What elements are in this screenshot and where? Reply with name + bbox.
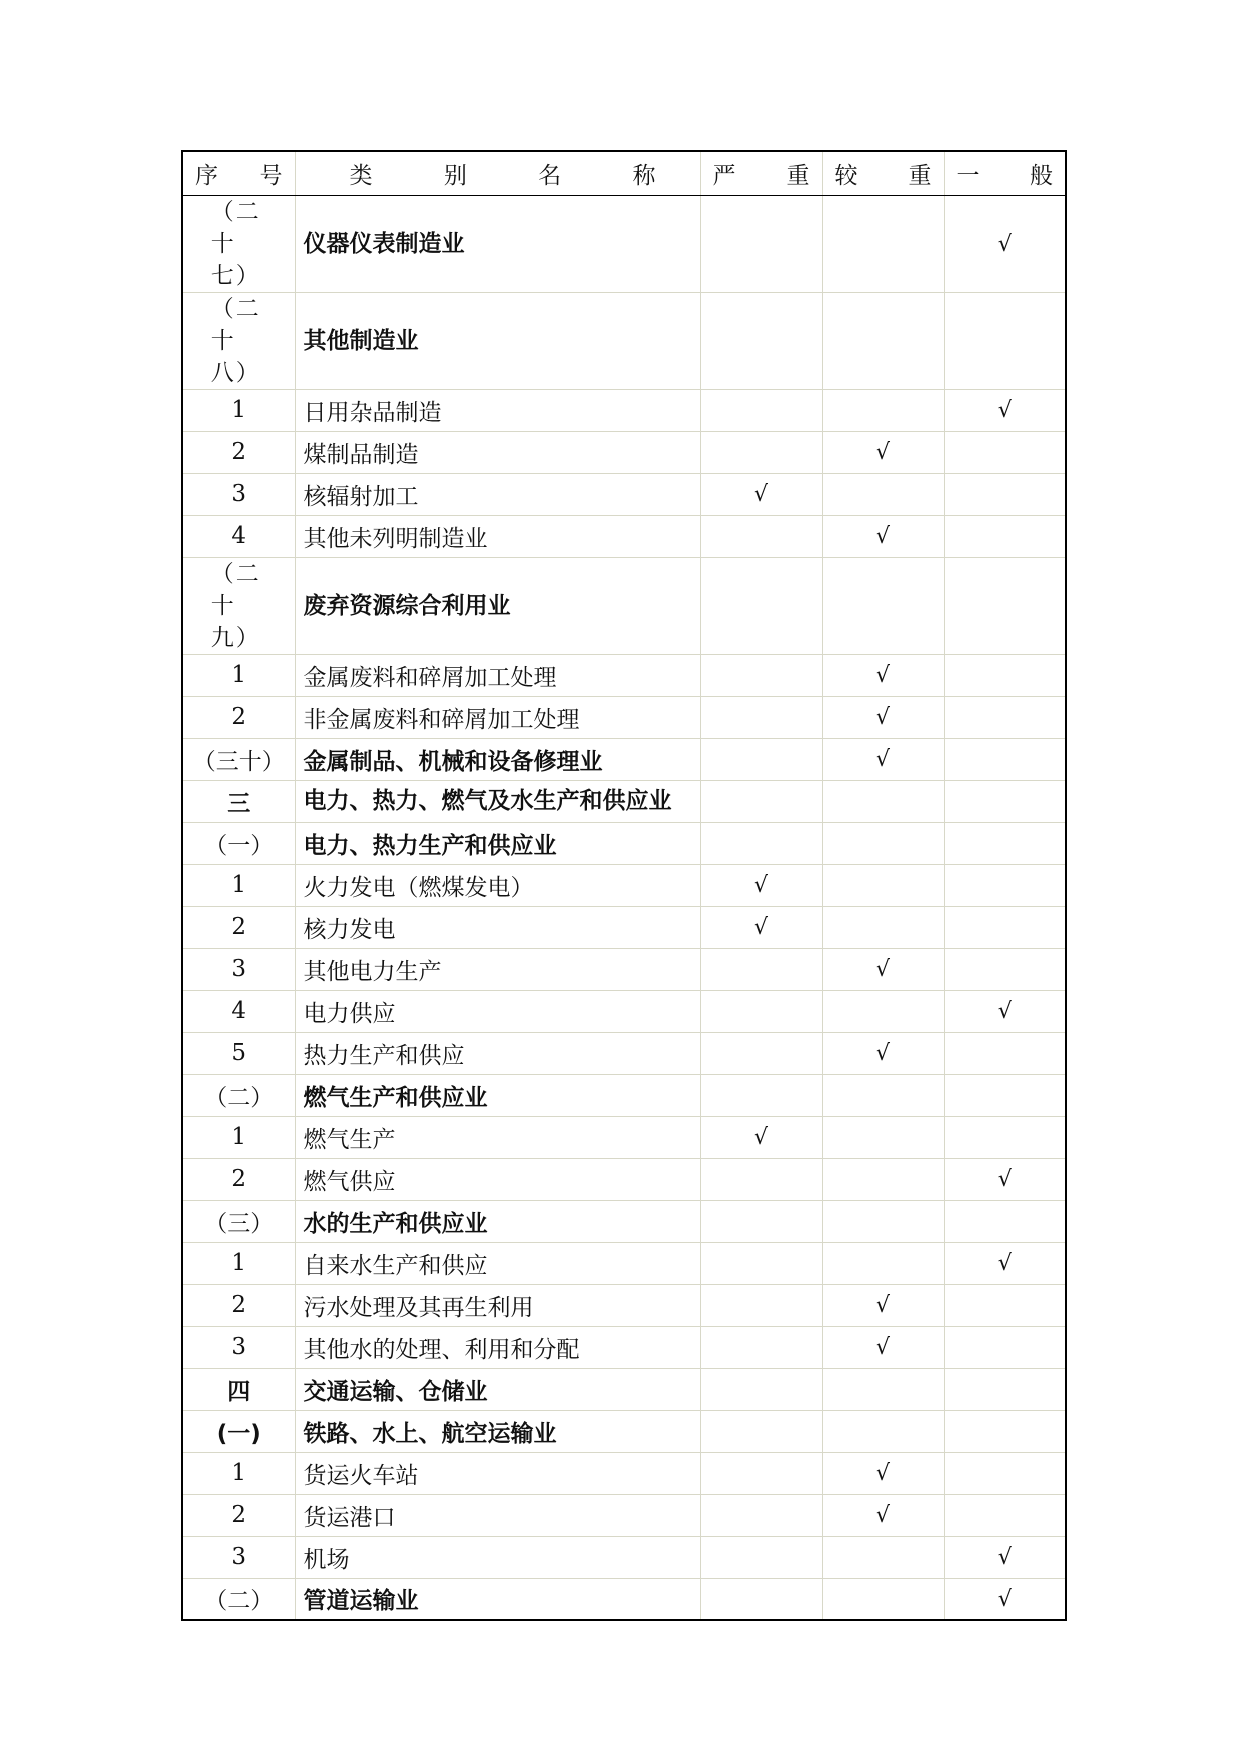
row-seq	[182, 1200, 295, 1242]
row-seq	[182, 1368, 295, 1410]
row-general-cell	[944, 292, 1066, 389]
row-moderate-cell	[822, 906, 944, 948]
row-general-cell	[944, 431, 1066, 473]
row-moderate-cell	[822, 990, 944, 1032]
row-severe-cell	[700, 906, 822, 948]
row-seq	[182, 389, 295, 431]
table-row	[182, 1452, 1066, 1494]
classification-table	[181, 150, 1067, 1621]
row-name	[295, 1452, 700, 1494]
row-name-text: 其他制造业	[303, 327, 419, 354]
table-row	[182, 1536, 1066, 1578]
row-seq	[182, 1452, 295, 1494]
row-seq	[182, 864, 295, 906]
table-row	[182, 864, 1066, 906]
row-name-text: 煤制品制造	[303, 441, 419, 468]
row-severe-cell	[700, 195, 822, 292]
check-mark: √	[875, 705, 891, 730]
row-severe-cell	[700, 864, 822, 906]
row-name-text: 管道运输业	[303, 1588, 419, 1615]
row-seq	[182, 780, 295, 822]
row-general-cell	[944, 389, 1066, 431]
row-seq	[182, 1074, 295, 1116]
row-general-cell	[944, 1494, 1066, 1536]
table-row	[182, 1116, 1066, 1158]
table-row	[182, 1158, 1066, 1200]
table-row	[182, 515, 1066, 557]
row-name	[295, 906, 700, 948]
row-seq	[182, 990, 295, 1032]
row-seq-text: 2	[231, 1166, 247, 1192]
row-seq-text: （三）	[204, 1210, 274, 1237]
row-name	[295, 1410, 700, 1452]
check-mark: √	[753, 915, 769, 940]
row-name-text: 机场	[303, 1546, 350, 1573]
row-seq	[182, 1116, 295, 1158]
row-seq-text: 2	[231, 1502, 247, 1528]
row-severe-cell	[700, 780, 822, 822]
row-name-text: 自来水生产和供应	[303, 1252, 488, 1279]
row-name-text: 非金属废料和碎屑加工处理	[303, 706, 580, 733]
check-mark: √	[997, 1167, 1012, 1192]
row-general-cell	[944, 654, 1066, 696]
row-severe-cell	[700, 1578, 822, 1620]
row-seq-text: 3	[231, 1334, 247, 1360]
row-severe-cell	[700, 1326, 822, 1368]
row-name	[295, 195, 700, 292]
row-seq	[182, 515, 295, 557]
row-seq	[182, 906, 295, 948]
row-name	[295, 738, 700, 780]
table-row	[182, 1032, 1066, 1074]
row-name	[295, 696, 700, 738]
check-mark: √	[997, 1545, 1012, 1570]
header-name: 类 别 名 称	[295, 151, 700, 195]
row-severe-cell	[700, 1536, 822, 1578]
row-name-text: 燃气生产和供应业	[303, 1084, 488, 1111]
row-name	[295, 1116, 700, 1158]
row-general-cell	[944, 1326, 1066, 1368]
row-name-text: 电力供应	[303, 1000, 396, 1027]
row-moderate-cell	[822, 1410, 944, 1452]
row-seq	[182, 1410, 295, 1452]
row-severe-cell	[700, 822, 822, 864]
row-severe-cell	[700, 473, 822, 515]
row-general-cell	[944, 1452, 1066, 1494]
row-moderate-cell	[822, 431, 944, 473]
table-row	[182, 654, 1066, 696]
row-moderate-cell	[822, 1242, 944, 1284]
table-row	[182, 473, 1066, 515]
row-moderate-cell	[822, 696, 944, 738]
row-seq-text: （二）	[204, 1588, 274, 1615]
table-row	[182, 1410, 1066, 1452]
row-general-cell	[944, 515, 1066, 557]
row-moderate-cell	[822, 1578, 944, 1620]
table-body	[182, 195, 1066, 1620]
table-row	[182, 431, 1066, 473]
row-severe-cell	[700, 1242, 822, 1284]
table-row	[182, 696, 1066, 738]
row-moderate-cell	[822, 1536, 944, 1578]
check-mark: √	[753, 1125, 769, 1150]
row-seq-text: 2	[231, 1292, 247, 1318]
table-row	[182, 557, 1066, 654]
row-seq-text: （三十）	[192, 748, 285, 775]
check-mark: √	[875, 524, 891, 549]
check-mark: √	[875, 1335, 891, 1360]
check-mark: √	[997, 1586, 1012, 1612]
row-general-cell	[944, 1578, 1066, 1620]
row-general-cell	[944, 195, 1066, 292]
row-severe-cell	[700, 389, 822, 431]
row-severe-cell	[700, 654, 822, 696]
row-moderate-cell	[822, 1116, 944, 1158]
table-row	[182, 1074, 1066, 1116]
row-name-text: 仪器仪表制造业	[303, 230, 465, 257]
row-seq-text: 4	[231, 523, 247, 549]
row-name-text: 热力生产和供应	[303, 1042, 465, 1069]
row-severe-cell	[700, 990, 822, 1032]
row-seq	[182, 473, 295, 515]
row-seq	[182, 822, 295, 864]
row-seq-text: 5	[231, 1040, 247, 1066]
row-name	[295, 1284, 700, 1326]
row-seq	[182, 557, 295, 654]
row-name-text: 废弃资源综合利用业	[303, 592, 511, 619]
table-row	[182, 1200, 1066, 1242]
row-name-text: 金属废料和碎屑加工处理	[303, 664, 557, 691]
table-row	[182, 292, 1066, 389]
row-moderate-cell	[822, 948, 944, 990]
row-general-cell	[944, 1032, 1066, 1074]
row-seq	[182, 654, 295, 696]
row-general-cell	[944, 822, 1066, 864]
row-seq-text: 1	[231, 1124, 247, 1150]
row-name	[295, 292, 700, 389]
row-general-cell	[944, 864, 1066, 906]
row-seq	[182, 696, 295, 738]
table-row	[182, 1284, 1066, 1326]
row-moderate-cell	[822, 1368, 944, 1410]
check-mark: √	[875, 1293, 891, 1318]
table-row	[182, 948, 1066, 990]
row-moderate-cell	[822, 473, 944, 515]
table-header-row	[182, 151, 1066, 195]
row-severe-cell	[700, 1116, 822, 1158]
row-name-text: 日用杂品制造	[303, 399, 442, 426]
row-moderate-cell	[822, 557, 944, 654]
check-mark: √	[875, 663, 891, 688]
row-general-cell	[944, 738, 1066, 780]
row-severe-cell	[700, 1032, 822, 1074]
row-seq	[182, 431, 295, 473]
row-moderate-cell	[822, 822, 944, 864]
row-seq	[182, 292, 295, 389]
row-moderate-cell	[822, 515, 944, 557]
row-name	[295, 1494, 700, 1536]
check-mark: √	[997, 398, 1012, 423]
row-general-cell	[944, 1284, 1066, 1326]
row-seq-text: （二）	[204, 1084, 274, 1111]
row-general-cell	[944, 1242, 1066, 1284]
row-name	[295, 431, 700, 473]
row-severe-cell	[700, 1494, 822, 1536]
row-general-cell	[944, 1200, 1066, 1242]
row-seq-text: 三	[227, 790, 251, 817]
row-name-text: 核力发电	[303, 916, 396, 943]
row-seq-text: （一）	[204, 832, 274, 859]
check-mark: √	[997, 231, 1012, 257]
row-seq-text: 3	[231, 1544, 247, 1570]
row-name	[295, 1074, 700, 1116]
row-general-cell	[944, 1116, 1066, 1158]
row-name-text: 交通运输、仓储业	[303, 1378, 488, 1405]
row-name	[295, 557, 700, 654]
table-row	[182, 1368, 1066, 1410]
row-name	[295, 1536, 700, 1578]
row-seq	[182, 948, 295, 990]
row-seq	[182, 1032, 295, 1074]
row-general-cell	[944, 1536, 1066, 1578]
row-general-cell	[944, 696, 1066, 738]
row-moderate-cell	[822, 292, 944, 389]
header-moderate: 较 重	[822, 151, 944, 195]
row-moderate-cell	[822, 1494, 944, 1536]
row-seq	[182, 1578, 295, 1620]
row-name-text: 污水处理及其再生利用	[303, 1294, 534, 1321]
row-name	[295, 515, 700, 557]
row-seq-text: （二十九）	[210, 560, 261, 651]
check-mark: √	[875, 1503, 891, 1528]
row-name	[295, 1242, 700, 1284]
row-severe-cell	[700, 1368, 822, 1410]
row-name-text: 铁路、水上、航空运输业	[303, 1420, 557, 1447]
row-name-text: 金属制品、机械和设备修理业	[303, 748, 603, 775]
row-name	[295, 389, 700, 431]
row-name	[295, 473, 700, 515]
row-seq-text: 4	[231, 998, 247, 1024]
row-seq	[182, 1494, 295, 1536]
table-row	[182, 1578, 1066, 1620]
row-name-text: 其他未列明制造业	[303, 525, 488, 552]
row-name-text: 其他电力生产	[303, 958, 442, 985]
row-seq-text: (一)	[216, 1420, 261, 1447]
row-severe-cell	[700, 1452, 822, 1494]
row-general-cell	[944, 1368, 1066, 1410]
row-name	[295, 1368, 700, 1410]
row-moderate-cell	[822, 1326, 944, 1368]
row-seq-text: 2	[231, 439, 247, 465]
row-name	[295, 864, 700, 906]
row-moderate-cell	[822, 1158, 944, 1200]
row-seq	[182, 195, 295, 292]
row-name-text: 货运港口	[303, 1504, 396, 1531]
row-seq	[182, 1242, 295, 1284]
row-name	[295, 1032, 700, 1074]
table-row	[182, 780, 1066, 822]
table-row	[182, 1326, 1066, 1368]
check-mark: √	[997, 1251, 1012, 1276]
row-name	[295, 780, 700, 822]
row-moderate-cell	[822, 864, 944, 906]
row-severe-cell	[700, 1200, 822, 1242]
table-row	[182, 195, 1066, 292]
row-name	[295, 990, 700, 1032]
row-seq	[182, 1284, 295, 1326]
row-name-text: 水的生产和供应业	[303, 1210, 488, 1237]
row-seq	[182, 1158, 295, 1200]
row-severe-cell	[700, 1074, 822, 1116]
row-name	[295, 822, 700, 864]
row-seq-text: 2	[231, 914, 247, 940]
row-name-text: 燃气供应	[303, 1168, 396, 1195]
row-seq	[182, 738, 295, 780]
row-moderate-cell	[822, 1200, 944, 1242]
row-general-cell	[944, 557, 1066, 654]
row-moderate-cell	[822, 1452, 944, 1494]
row-general-cell	[944, 906, 1066, 948]
row-name	[295, 1578, 700, 1620]
row-general-cell	[944, 948, 1066, 990]
table-row	[182, 1494, 1066, 1536]
table-row	[182, 1242, 1066, 1284]
row-seq-text: 1	[231, 1460, 247, 1486]
row-severe-cell	[700, 1284, 822, 1326]
check-mark: √	[753, 873, 769, 898]
row-name-text: 燃气生产	[303, 1126, 396, 1153]
row-seq-text: 1	[231, 397, 247, 423]
row-severe-cell	[700, 1158, 822, 1200]
row-seq-text: 1	[231, 1250, 247, 1276]
check-mark: √	[997, 999, 1012, 1024]
row-seq-text: 1	[231, 872, 247, 898]
row-severe-cell	[700, 1410, 822, 1452]
row-name-text: 电力、热力生产和供应业	[303, 832, 557, 859]
row-seq	[182, 1536, 295, 1578]
row-name	[295, 1326, 700, 1368]
row-moderate-cell	[822, 389, 944, 431]
row-name-text: 货运火车站	[303, 1462, 419, 1489]
row-seq-text: 1	[231, 662, 247, 688]
table-row	[182, 990, 1066, 1032]
check-mark: √	[875, 1041, 891, 1066]
table-row	[182, 738, 1066, 780]
row-seq	[182, 1326, 295, 1368]
row-severe-cell	[700, 948, 822, 990]
check-mark: √	[875, 747, 891, 772]
check-mark: √	[753, 482, 769, 507]
row-severe-cell	[700, 292, 822, 389]
check-mark: √	[875, 957, 891, 982]
row-moderate-cell	[822, 780, 944, 822]
row-name-text: 电力、热力、燃气及水生产和供应业	[303, 788, 672, 814]
row-general-cell	[944, 473, 1066, 515]
row-name	[295, 654, 700, 696]
row-name-text: 其他水的处理、利用和分配	[303, 1336, 580, 1363]
row-name	[295, 1200, 700, 1242]
row-name-text: 核辐射加工	[303, 483, 419, 510]
row-name	[295, 948, 700, 990]
row-general-cell	[944, 1158, 1066, 1200]
check-mark: √	[875, 440, 891, 465]
check-mark: √	[875, 1461, 891, 1486]
header-severe: 严 重	[700, 151, 822, 195]
row-moderate-cell	[822, 1284, 944, 1326]
row-name-text: 火力发电（燃煤发电）	[303, 874, 534, 901]
row-general-cell	[944, 1074, 1066, 1116]
row-seq-text: 3	[231, 481, 247, 507]
row-general-cell	[944, 1410, 1066, 1452]
row-seq-text: （二十八）	[210, 295, 261, 386]
row-general-cell	[944, 990, 1066, 1032]
row-moderate-cell	[822, 1074, 944, 1116]
row-moderate-cell	[822, 654, 944, 696]
table-row	[182, 906, 1066, 948]
header-seq: 序 号	[182, 151, 295, 195]
row-moderate-cell	[822, 1032, 944, 1074]
row-moderate-cell	[822, 195, 944, 292]
table-row	[182, 389, 1066, 431]
row-severe-cell	[700, 431, 822, 473]
row-severe-cell	[700, 515, 822, 557]
row-seq-text: （二十七）	[210, 198, 261, 289]
row-seq-text: 2	[231, 704, 247, 730]
header-general: 一 般	[944, 151, 1066, 195]
row-moderate-cell	[822, 738, 944, 780]
row-general-cell	[944, 780, 1066, 822]
row-severe-cell	[700, 557, 822, 654]
row-severe-cell	[700, 738, 822, 780]
row-seq-text: 3	[231, 956, 247, 982]
row-severe-cell	[700, 696, 822, 738]
row-seq-text: 四	[227, 1378, 251, 1405]
table-row	[182, 822, 1066, 864]
row-name	[295, 1158, 700, 1200]
